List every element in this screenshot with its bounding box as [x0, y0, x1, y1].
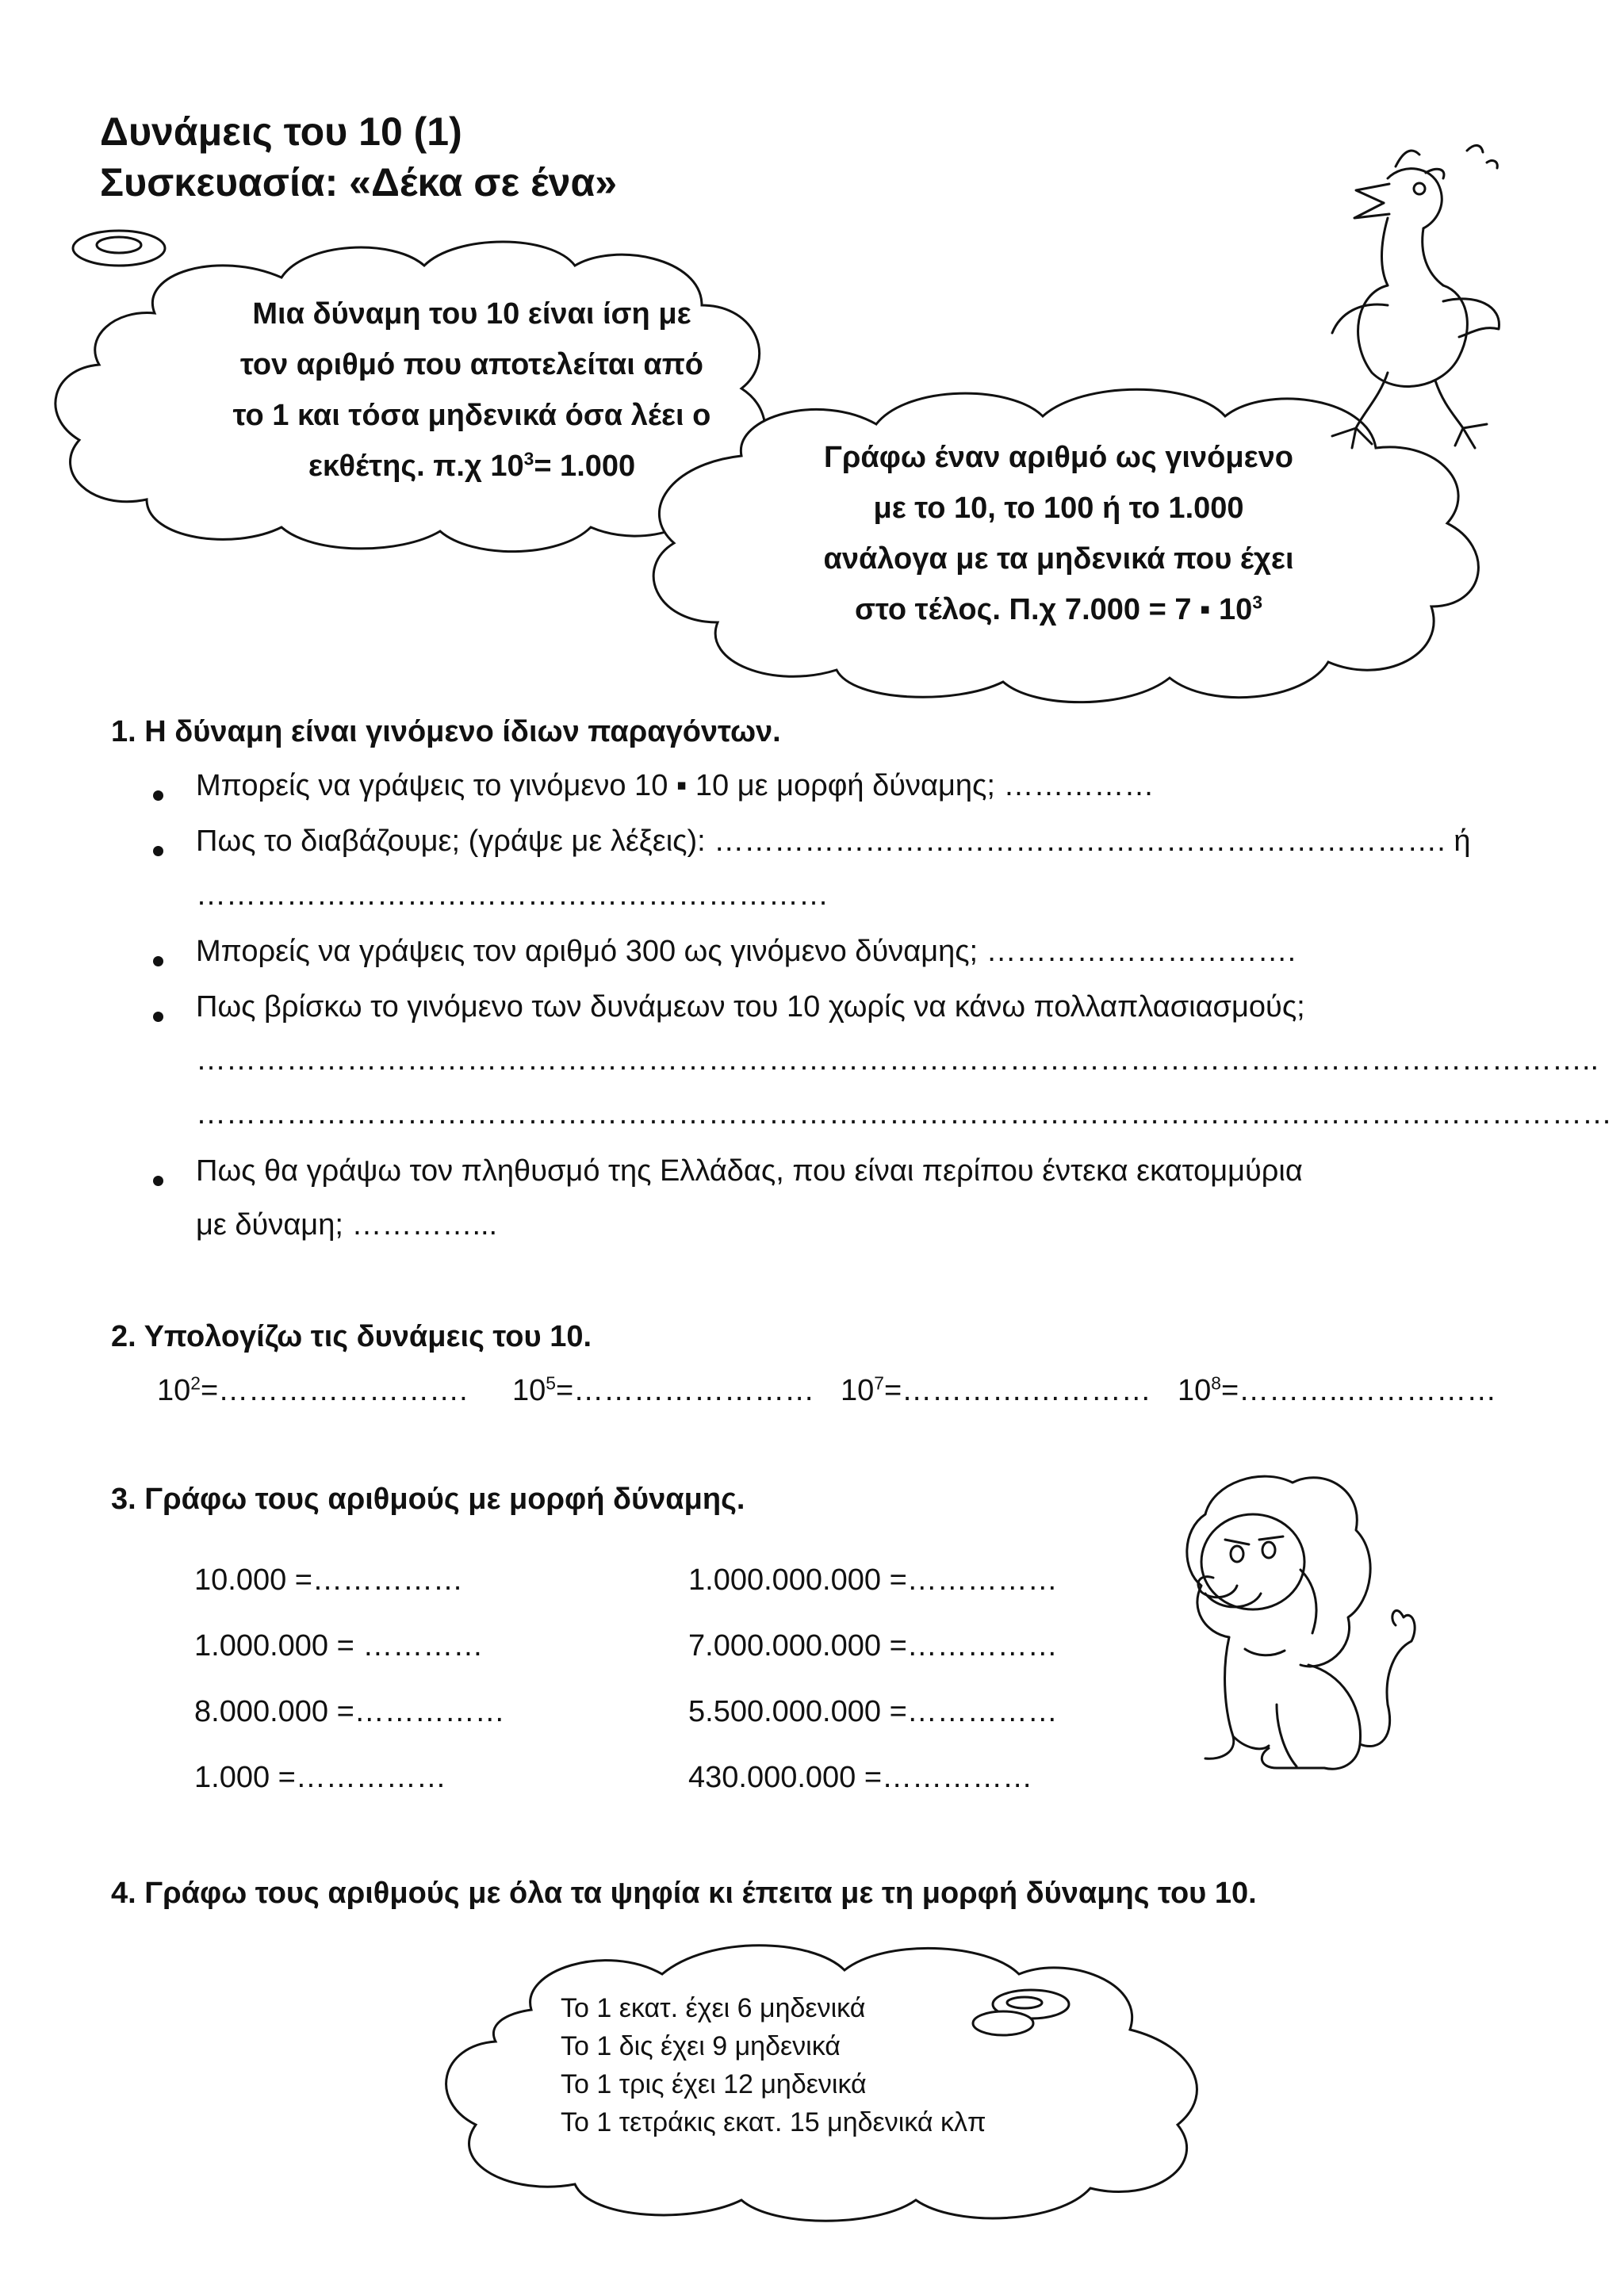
cloud-left-line: Μια δύναμη του 10 είναι ίση με [252, 297, 691, 331]
answer-blank: =………….………… [883, 1374, 1151, 1407]
number-item: 10.000 =…………… [194, 1563, 463, 1597]
page-title [100, 106, 617, 208]
section-1-question-3: Μπορείς να γράψεις τον αριθμό 300 ως γινόμενο δύναμης; …………………………. [196, 935, 1297, 968]
power-item [1178, 1374, 1496, 1408]
cloud-right-line: με το 10, το 100 ή το 1.000 [873, 492, 1244, 525]
cloud-bottom-text [561, 1989, 986, 2141]
section-4-heading: 4. Γράφω τους αριθμούς με όλα τα ψηφία κι έπειτα με τη μορφή δύναμης του 10. [111, 1877, 1257, 1910]
number-item: 5.500.000.000 =…………… [688, 1695, 1058, 1728]
answer-blank: =………..…………… [1220, 1374, 1497, 1407]
cloud-right-line: Γράφω έναν αριθμό ως γινόμενο [824, 441, 1293, 474]
section-1-question-5-answer: με δύναμη; …………... [196, 1208, 498, 1242]
number-item: 7.000.000.000 =…………… [688, 1629, 1058, 1663]
section-2-heading: 2. Υπολογίζω τις δυνάμεις του 10. [111, 1320, 592, 1353]
cloud-bottom-line: Το 1 δις έχει 9 μηδενικά [561, 2031, 841, 2061]
section-3-heading: 3. Γράφω τους αριθμούς με μορφή δύναμης. [111, 1483, 745, 1516]
section-1-question-5: Πως θα γράψω τον πληθυσμό της Ελλάδας, που είναι περίπου έντεκα εκατομμύρια [196, 1154, 1303, 1188]
exponent: 7 [874, 1372, 884, 1394]
section-1-question-1: Μπορείς να γράψεις το γινόμενο 10 ▪ 10 με μορφή δύναμης; …………… [196, 769, 1155, 802]
number-item: 430.000.000 =…………… [688, 1761, 1033, 1794]
number-item: 1.000.000 = ………… [194, 1629, 484, 1663]
power-base: 10 [512, 1374, 546, 1407]
cloud-right-text [773, 432, 1344, 635]
section-1-question-4: Πως βρίσκω το γινόμενο των δυνάμεων του 10 χωρίς να κάνω πολλαπλασιασμούς; [196, 990, 1305, 1024]
section-1-question-4-answer-line: …………………………………………………………………………………………………………………………… [196, 1097, 1612, 1131]
number-item: 1.000.000.000 =…………… [688, 1563, 1058, 1597]
exponent: 8 [1211, 1372, 1221, 1394]
title-line-1: Δυνάμεις του 10 (1) [100, 109, 462, 154]
number-item: 8.000.000 =…………… [194, 1695, 505, 1728]
power-item [512, 1374, 814, 1408]
exponent: 3 [1252, 591, 1263, 613]
cloud-left-line: τον αριθμό που αποτελείται από [239, 348, 704, 381]
section-1-heading: 1. Η δύναμη είναι γινόμενο ίδιων παραγόντων. [111, 715, 781, 748]
cloud-left-example-result: = 1.000 [534, 450, 636, 483]
cloud-left-example: εκθέτης. π.χ 10 [308, 450, 524, 483]
power-base: 10 [1178, 1374, 1212, 1407]
cloud-left-line: το 1 και τόσα μηδενικά όσα λέει ο [232, 399, 711, 432]
cloud-bottom-line: Το 1 εκατ. έχει 6 μηδενικά [561, 1993, 866, 2023]
exponent: 5 [546, 1372, 556, 1394]
section-1-question-4-answer-line: ………………………………………………………………………………………………………………………….. [196, 1043, 1599, 1077]
cloud-bottom-line: Το 1 τετράκις εκατ. 15 μηδενικά κλπ [561, 2107, 986, 2137]
power-item [841, 1374, 1151, 1408]
bullet-icon [153, 790, 163, 801]
exponent: 3 [523, 448, 534, 469]
number-item: 1.000 =…………… [194, 1761, 446, 1794]
bullet-icon [153, 1176, 163, 1186]
answer-blank: =……………………. [200, 1374, 468, 1407]
bullet-icon [153, 1012, 163, 1022]
cartoon-bird-icon [1285, 135, 1507, 468]
power-base: 10 [841, 1374, 875, 1407]
cloud-right-line-last [773, 584, 1344, 635]
cloud-bottom-line: Το 1 τρις έχει 12 μηδενικά [561, 2069, 867, 2099]
cloud-right-line: ανάλογα με τα μηδενικά που έχει [823, 542, 1294, 576]
bullet-icon [153, 846, 163, 856]
cloud-right-example: στο τέλος. Π.χ 7.000 = 7 ▪ 10 [854, 593, 1253, 626]
title-line-2: Συσκευασία: «Δέκα σε ένα» [100, 160, 618, 205]
power-item [157, 1374, 468, 1408]
section-1-question-2-answer-line: ……………………………………………………… [196, 878, 829, 912]
section-1-question-2: Πως το διαβάζουμε; (γράψε με λέξεις): ………………………………………………………………. ή [196, 825, 1471, 858]
answer-blank: =…………………… [555, 1374, 815, 1407]
exponent: 2 [190, 1372, 201, 1394]
bullet-icon [153, 956, 163, 966]
cartoon-lion-icon [1158, 1467, 1427, 1800]
power-base: 10 [157, 1374, 191, 1407]
